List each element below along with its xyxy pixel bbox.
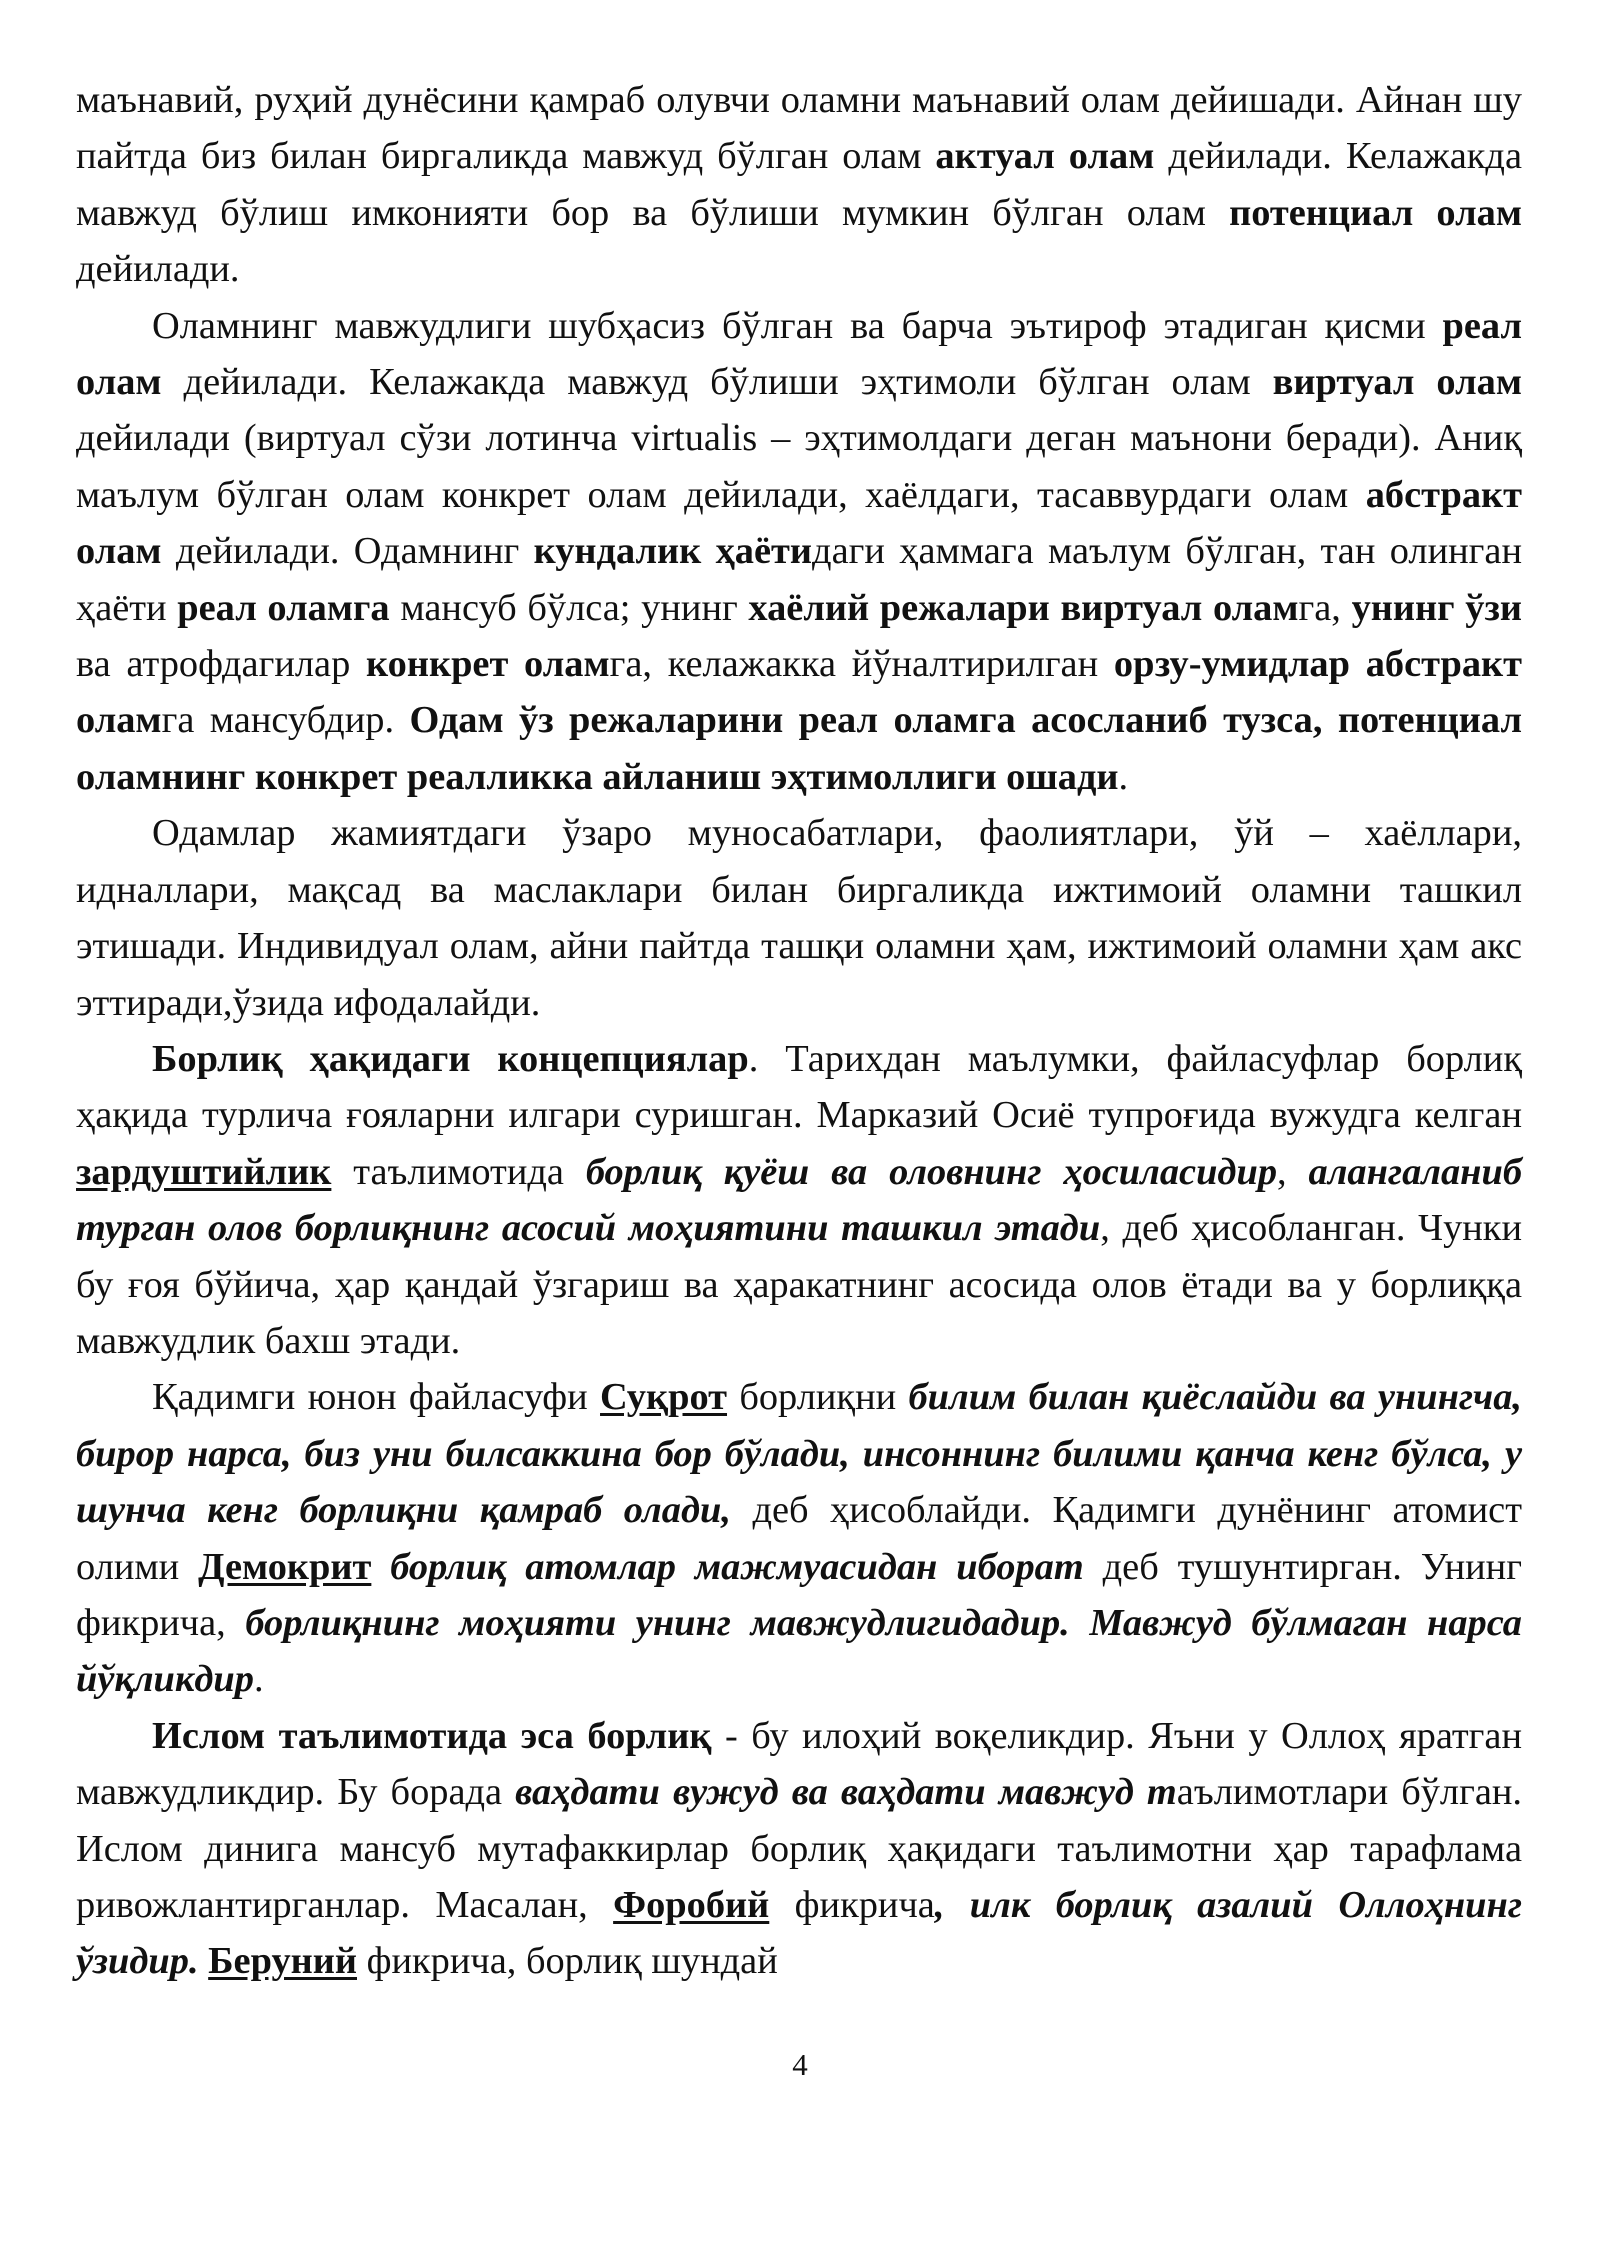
- document-body: [76, 72, 1522, 1990]
- paragraph: [76, 805, 1522, 1031]
- text-run: .: [253, 1658, 264, 1701]
- text-run: дейилади.: [76, 248, 240, 291]
- text-run: маънавий, руҳий дунёсини қамраб олувчи оламни маънавий олам дейишади. Айнан шу пайтда биз билан биргаликда мавжуд бўлган олам: [76, 79, 1522, 178]
- text-run: виртуал олам: [1272, 361, 1522, 404]
- text-run: борлиқнинг моҳияти унинг мавжудлигидадир. Мавжуд бўлмаган нарса йўқликдир: [76, 1601, 1522, 1701]
- text-run: га,: [1298, 586, 1352, 629]
- text-run: Оламнинг мавжудлиги шубҳасиз бўлган ва барча эътироф этадиган қисми: [152, 304, 1443, 347]
- text-run: ваҳдати вужуд ва ваҳдати мавжуд т: [515, 1771, 1177, 1814]
- page-number: 4: [792, 2047, 808, 2082]
- text-run: Беруний: [208, 1940, 357, 1983]
- text-run: Ислом таълимотида эса борлиқ: [152, 1714, 712, 1757]
- text-run: , илк борлиқ азалий Оллоҳнинг ўзидир.: [76, 1884, 1522, 1983]
- text-run: .: [1118, 755, 1129, 798]
- paragraph: [76, 1031, 1522, 1369]
- text-run: борлиқ қуёш ва оловнинг ҳосиласидир: [585, 1150, 1278, 1193]
- paragraph: [76, 1708, 1522, 1990]
- text-run: зардуштийлик: [76, 1150, 332, 1193]
- text-run: хаёлий режалари виртуал олам: [748, 586, 1299, 629]
- text-run: даги ҳаммага маълум бўлган, тан олинган ҳаёти: [76, 530, 1523, 629]
- text-run: Одам ўз режаларини реал оламга асосланиб тузса, потенциал оламнинг конкрет реалликка айланиш эҳтимоллиги ошади: [76, 699, 1522, 798]
- text-run: дейилади. Келажакда мавжуд бўлиш имконияти бор ва бўлиши мумкин бўлган олам: [76, 135, 1522, 234]
- paragraph: [76, 1369, 1522, 1707]
- text-run: Суқрот: [600, 1376, 728, 1419]
- text-run: дейилади (виртуал сўзи лотинча virtualis – эҳтимолдаги деган маънони беради). Аниқ маълум бўлган олам конкрет олам дейилади, хаёлдаги, тасаввурдаги олам: [76, 417, 1522, 516]
- text-run: билим билан қиёслайди ва унингча, бирор нарса, биз уни билсаккина бор бўлади, инсоннинг билими қанча кенг бўлса, у шунча кенг борлиқни қамраб олади,: [76, 1376, 1523, 1532]
- text-run: Форобий: [613, 1884, 770, 1926]
- text-run: - бу илоҳий воқеликдир. Яъни у Оллоҳ яратган мавжудликдир. Бу борада: [76, 1714, 1522, 1814]
- text-run: таълимотида: [331, 1150, 586, 1193]
- text-run: деб тушунтирган. Унинг фикрича,: [76, 1545, 1522, 1644]
- text-run: Борлиқ ҳақидаги концепциялар: [152, 1037, 749, 1080]
- text-run: аълимотлари бўлган. Ислом динига мансуб мутафаккирлар борлиқ ҳақидаги таълимотни ҳар тарафлама ривожлантирганлар. Масалан,: [76, 1771, 1523, 1926]
- text-run: ,: [1277, 1150, 1309, 1193]
- text-run: мансуб бўлса; унинг: [389, 586, 749, 629]
- text-run: абстракт олам: [76, 473, 1522, 573]
- text-run: . Тарихдан маълумки, файласуфлар борлиқ ҳақида турлича ғояларни илгари суришган. Марказий Осиё тупроғида вужудга келган: [76, 1037, 1522, 1137]
- text-run: ва атрофдагилар: [76, 643, 367, 686]
- text-run: борлиқ атомлар мажмуасидан иборат: [390, 1545, 1084, 1588]
- text-run: конкрет олам: [366, 643, 610, 686]
- text-run: потенциал олам: [1229, 191, 1523, 234]
- text-run: унинг ўзи: [1351, 586, 1523, 629]
- text-run: алангаланиб турган олов борлиқнинг асосий моҳиятини ташкил этади: [76, 1150, 1522, 1250]
- text-run: Қадимги юнон файласуфи: [152, 1376, 601, 1419]
- text-run: фикрича, борлиқ шундай: [357, 1940, 778, 1983]
- text-run: актуал олам: [935, 135, 1155, 178]
- text-run: дейилади. Одамнинг: [161, 530, 534, 573]
- text-run: [371, 1546, 390, 1588]
- text-run: [199, 1940, 209, 1982]
- text-run: га, келажакка йўналтирилган: [609, 643, 1114, 686]
- paragraph: [76, 72, 1522, 298]
- text-run: реал олам: [76, 304, 1522, 404]
- text-run: Демокрит: [198, 1545, 372, 1588]
- text-run: , деб ҳисобланган. Чунки бу ғоя бўйича, ҳар қандай ўзгариш ва ҳаракатнинг асосида олов ётади ва у борлиққа мавжудлик бахш этади.: [76, 1207, 1523, 1362]
- text-run: дейилади. Келажакда мавжуд бўлиши эҳтимоли бўлган олам: [161, 361, 1273, 404]
- text-run: фикрича: [769, 1884, 935, 1926]
- paragraph: [76, 298, 1522, 806]
- text-run: кундалик ҳаёти: [533, 530, 813, 573]
- text-run: орзу-умидлар абстракт олам: [76, 643, 1522, 742]
- text-run: борлиқни: [727, 1376, 909, 1419]
- text-run: деб ҳисоблайди. Қадимги дунёнинг атомист олими: [76, 1489, 1522, 1588]
- text-run: га мансубдир.: [161, 699, 410, 742]
- text-run: Одамлар жамиятдаги ўзаро муносабатлари, фаолиятлари, ўй – хаёллари, идналлари, мақсад ва маслаклари билан биргаликда ижтимоий оламни ташкил этишади. Индивидуал олам, айни пайтда ташқи оламни ҳам, ижтимоий оламни ҳам акс эттиради,ўзида ифодалайди.: [76, 812, 1522, 1024]
- text-run: реал оламга: [177, 586, 390, 629]
